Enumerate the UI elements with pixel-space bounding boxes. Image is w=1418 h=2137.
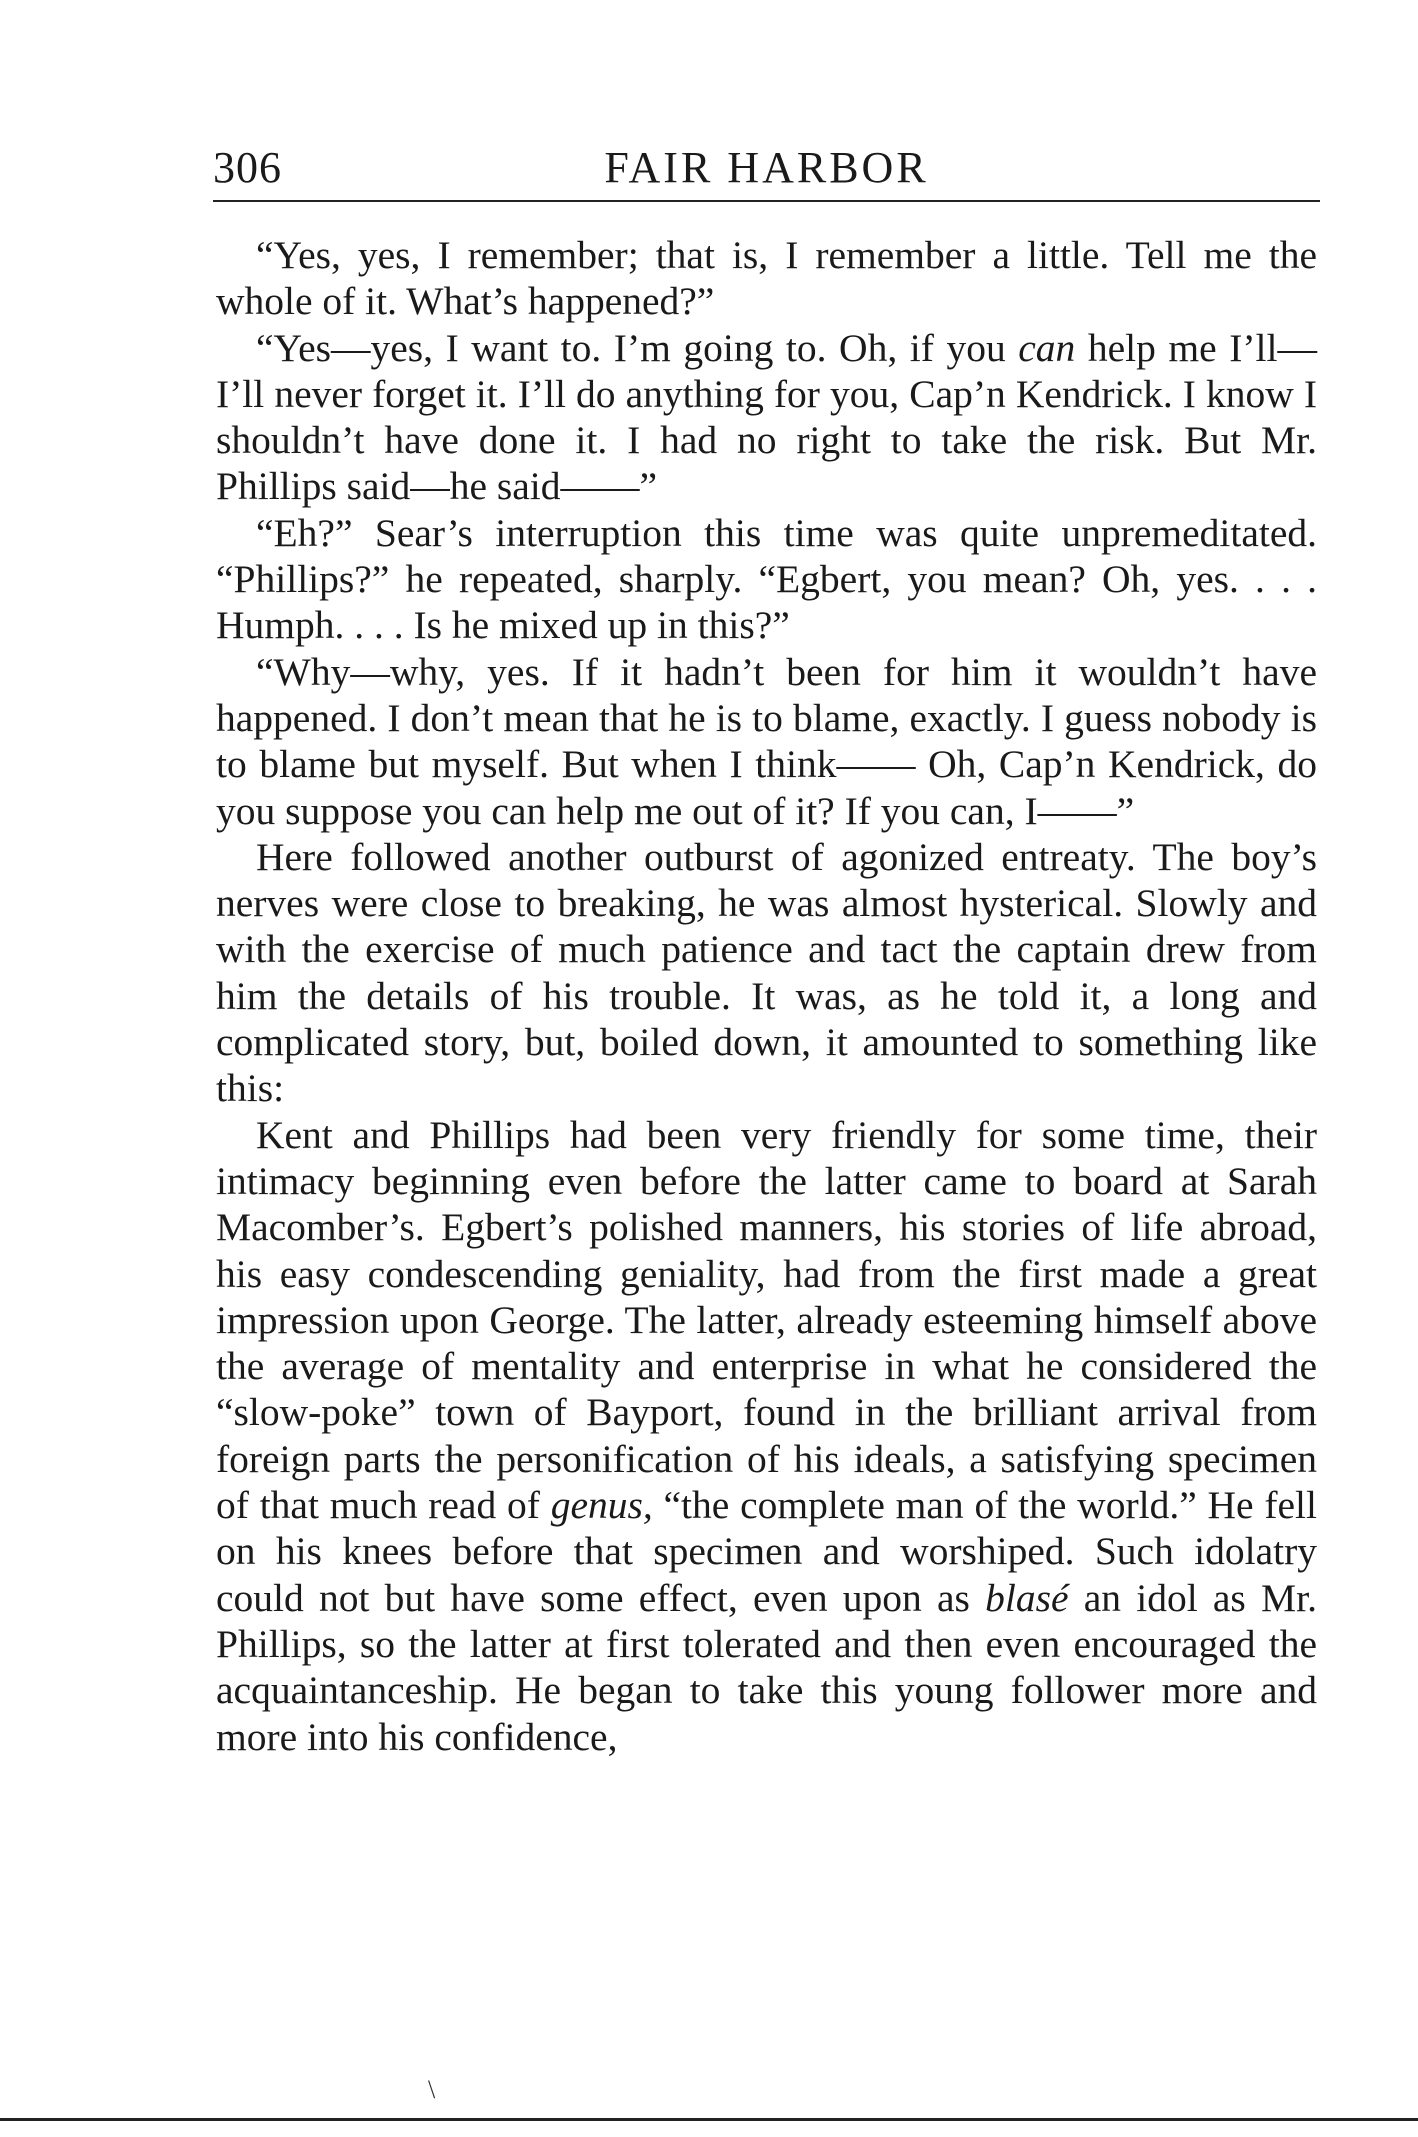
- italic-text: blasé: [985, 1575, 1069, 1620]
- page-number: 306: [213, 143, 282, 192]
- paragraph: [216, 649, 1317, 834]
- paragraph: [216, 232, 1317, 325]
- italic-text: can: [1018, 325, 1076, 370]
- paragraph: [216, 1112, 1317, 1760]
- text-run: help me I’ll—I’ll never forget it. I’ll do anything for you, Cap’n Kendrick. I know I shouldn’t have done it. I had no right to take the risk. But Mr. Phillips said—he said——”: [216, 325, 1317, 509]
- text-run: Here followed another outburst of agonized entreaty. The boy’s nerves were close to breaking, he was almost hysterical. Slowly and with the exercise of much patience and tact the captain drew from him the details of his trouble. It was, as he told it, a long and complicated story, but, boiled down, it amounted to something like this:: [216, 834, 1317, 1111]
- paragraph: [216, 834, 1317, 1112]
- running-head: FAIR HARBOR: [604, 143, 929, 192]
- body-text: [216, 232, 1317, 1760]
- paragraph: [216, 325, 1317, 510]
- text-run: “Eh?” Sear’s interruption this time was quite unpremeditated. “Phillips?” he repeated, sharply. “Egbert, you mean? Oh, yes. . . . Humph. . . . Is he mixed up in this?”: [216, 510, 1317, 648]
- text-run: an idol as Mr. Phillips, so the latter at first tolerated and then even encouraged the acquaintanceship. He began to take this young follower more and more into his confidence,: [216, 1575, 1317, 1759]
- stray-mark: \: [428, 2075, 436, 2104]
- italic-text: genus,: [550, 1483, 653, 1528]
- text-run: “the complete man of the world.” He fell on his knees before that specimen and worshiped. Such idolatry could not but have some effect, even upon as: [216, 1483, 1317, 1620]
- bottom-rule: [0, 2118, 1418, 2121]
- paragraph: [216, 510, 1317, 649]
- text-run: Kent and Phillips had been very friendly for some time, their intimacy beginning even before the latter came to board at Sarah Macomber’s. Egbert’s polished manners, his stories of life abroad, his easy condescending geniality, had from the first made a great impression upon George. The latter, already esteeming himself above the average of mentality and enterprise in what he considered the “slow-poke” town of Bayport, found in the brilliant arrival from foreign parts the personification of his ideals, a satisfying specimen of that much read of: [216, 1112, 1317, 1528]
- page-header: [213, 136, 1320, 202]
- text-run: “Yes, yes, I remember; that is, I remember a little. Tell me the whole of it. What’s happened?”: [216, 233, 1317, 324]
- text-run: “Yes—yes, I want to. I’m going to. Oh, if you: [256, 325, 1019, 370]
- text-run: “Why—why, yes. If it hadn’t been for him it wouldn’t have happened. I don’t mean that he is to blame, exactly. I guess nobody is to blame but myself. But when I think—— Oh, Cap’n Kendrick, do you suppose you can help me out of it? If you can, I——”: [216, 649, 1317, 833]
